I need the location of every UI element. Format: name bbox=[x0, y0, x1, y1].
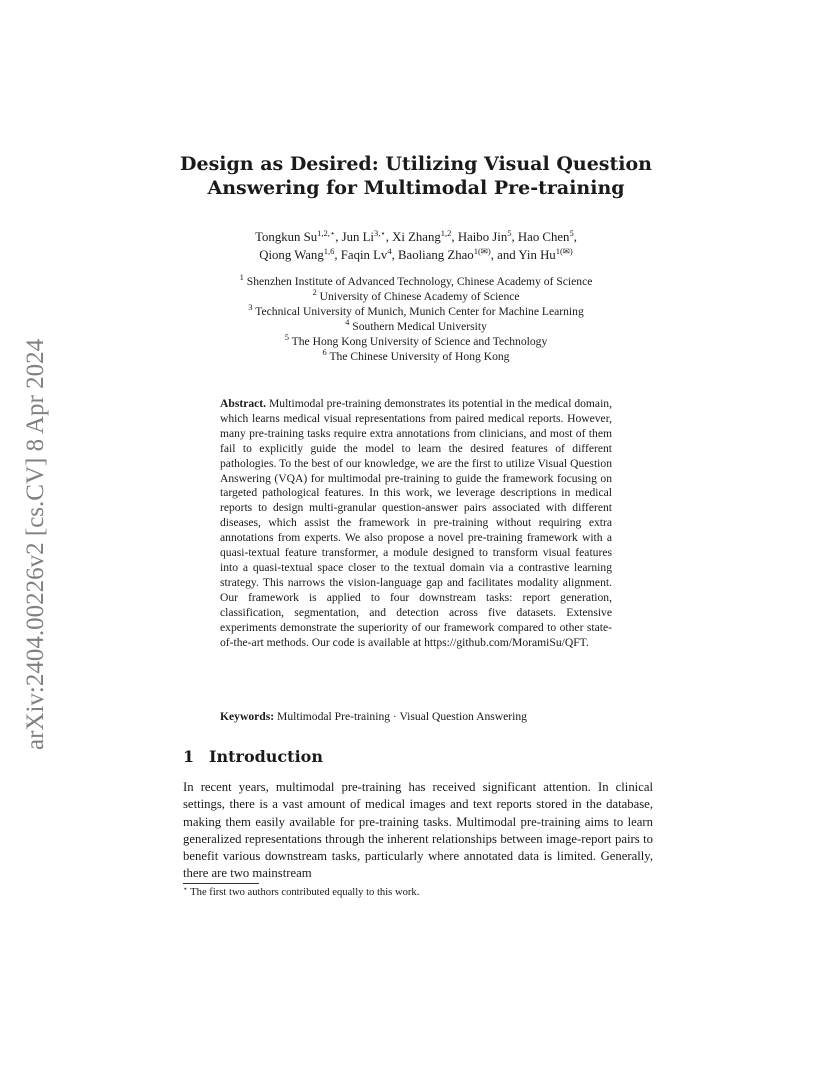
abstract-text: Multimodal pre-training demonstrates its potential in the medical domain, which learns medical visual representations from paired medical reports. However, many pre-training tasks require extra annotations from clinicians, and most of them fail to explicitly guide the model to learn the desired features of different pathologies. To the best of our knowledge, we are the first to utilize Visual Question Answering (VQA) for multimodal pre-training to guide the framework focusing on targeted pathological features. In this work, we leverage descriptions in medical reports to design multi-granular question-answer pairs associated with different diseases, which assist the framework in pre-training without requiring extra annotations from experts. We also propose a novel pre-training framework with a quasi-textual feature transformer, a module designed to transform visual features into a quasi-textual space closer to the textual domain via a contrastive learning strategy. This narrows the vision-language gap and facilitates modality alignment. Our framework is applied to four downstream tasks: report generation, classification, segmentation, and detection across five datasets. Extensive experiments demonstrate the superiority of our framework compared to other state-of-the-art methods. Our code is available at https://github.com/MoramiSu/QFT. bbox=[220, 397, 612, 649]
title-line-1: Design as Desired: Utilizing Visual Question bbox=[180, 153, 652, 175]
author-sup: 5 bbox=[569, 228, 574, 238]
affiliation-sup: 2 bbox=[312, 287, 317, 297]
section-title: Introduction bbox=[209, 747, 323, 766]
affiliation bbox=[180, 334, 652, 349]
author-line-1: Tongkun $Su^{1,2,⋆}$, Jun $Li^{3,⋆}$, Xi Zhang$^{1,2}$, Haibo Jin$^5$, Hao Chen$^5$, bbox=[255, 228, 577, 244]
affiliation-text: Technical University of Munich, Munich Center for Machine Learning bbox=[255, 305, 584, 318]
abstract bbox=[220, 397, 612, 650]
author-line-2: Qiong Wang$^{1,6}$, Faqin Lv$^4$, Baoliang Zhao$^{1(✉)}$, and Yin $Hu^{1(✉)}$ bbox=[259, 246, 573, 262]
author-sup: 5 bbox=[507, 228, 512, 238]
affiliation bbox=[180, 319, 652, 334]
author-name: Haibo Jin bbox=[457, 230, 508, 244]
author-sup: 4 bbox=[387, 246, 392, 256]
author-sup: 1(✉) bbox=[473, 246, 491, 256]
author-name: Faqin Lv bbox=[340, 248, 388, 262]
affiliation-text: Shenzhen Institute of Advanced Technology, Chinese Academy of Science bbox=[246, 275, 593, 288]
affiliation-sup: 4 bbox=[345, 317, 350, 327]
affiliation bbox=[180, 349, 652, 364]
arxiv-id: arXiv:2404.00226v2 [cs.CV] 8 Apr 2024 bbox=[22, 338, 49, 750]
intro-paragraph: In recent years, multimodal pre-training has received significant attention. In clinical settings, there is a vast amount of medical images and text reports stored in the database, making them easily available for pre-training tasks. Multimodal pre-training aims to learn generalized representations through the inherent relationships between image-report pairs to benefit various downstream tasks, particularly where annotated data is limited. Generally, there are two mainstream bbox=[183, 780, 653, 881]
footnote-mark: ⋆ bbox=[183, 884, 188, 893]
section-heading bbox=[183, 747, 653, 766]
affiliation-text: The Chinese University of Hong Kong bbox=[329, 350, 510, 363]
title-line-2: Answering for Multimodal Pre-training bbox=[207, 177, 625, 199]
author-sup: 1,6 bbox=[323, 246, 335, 256]
author-name: Hao Chen bbox=[517, 230, 570, 244]
paper-title bbox=[180, 152, 652, 200]
section-number: 1 bbox=[183, 747, 195, 766]
arxiv-stamp bbox=[22, 290, 62, 750]
author-name: Xi Zhang bbox=[392, 230, 441, 244]
author-sup: 1,2,⋆ bbox=[317, 228, 336, 238]
affiliation bbox=[180, 274, 652, 289]
affiliation bbox=[180, 304, 652, 319]
author-sup: 1,2 bbox=[440, 228, 452, 238]
author-sup: 3,⋆ bbox=[373, 228, 386, 238]
footnote-divider bbox=[183, 883, 259, 884]
affiliation-text: Southern Medical University bbox=[352, 320, 487, 333]
keywords-text: Multimodal Pre-training · Visual Question Answering bbox=[277, 710, 527, 723]
author-name: Jun Li bbox=[341, 230, 374, 244]
footnote bbox=[183, 886, 653, 900]
affiliation-text: University of Chinese Academy of Science bbox=[319, 290, 520, 303]
author-and: and bbox=[497, 248, 516, 262]
author-list bbox=[180, 228, 652, 264]
footnote-text: The first two authors contributed equally to this work. bbox=[190, 887, 420, 898]
keywords-label: Keywords: bbox=[220, 710, 275, 723]
affiliation-sup: 1 bbox=[239, 272, 244, 282]
author-name: Tongkun Su bbox=[255, 230, 318, 244]
affiliation-sup: 3 bbox=[248, 302, 253, 312]
author-name: Yin Hu bbox=[518, 248, 556, 262]
keywords bbox=[220, 709, 620, 724]
author-sup: 1(✉) bbox=[555, 246, 573, 256]
affiliation-list bbox=[180, 274, 652, 364]
abstract-label: Abstract. bbox=[220, 397, 267, 410]
author-name: Baoliang Zhao bbox=[398, 248, 474, 262]
affiliation-text: The Hong Kong University of Science and Technology bbox=[291, 335, 548, 348]
affiliation-sup: 5 bbox=[284, 332, 289, 342]
author-name: Qiong Wang bbox=[259, 248, 324, 262]
affiliation-sup: 6 bbox=[322, 347, 327, 357]
